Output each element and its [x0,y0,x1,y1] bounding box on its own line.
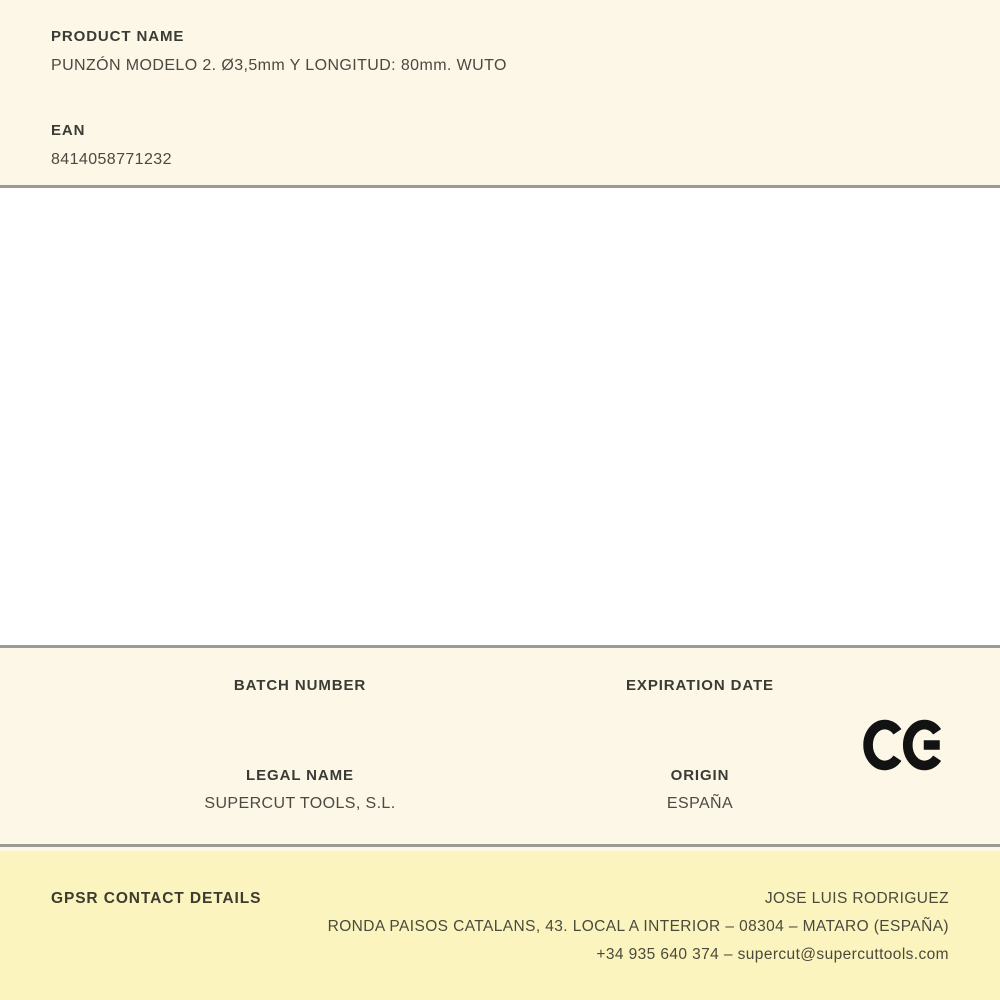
product-info-section [0,648,1000,844]
batch-number-label: BATCH NUMBER [233,677,367,694]
expiration-date-label: EXPIRATION DATE [626,677,774,694]
ean-label: EAN [51,122,86,139]
batch-number-field [100,676,500,738]
contact-person: JOSE LUIS RODRIGUEZ [764,890,949,907]
expiration-date-field [500,676,900,738]
legal-name-label: LEGAL NAME [246,767,354,784]
legal-name-field [100,766,500,813]
origin-value: ESPAÑA [666,795,734,812]
gpsr-contact-block [261,885,949,969]
product-header-section [0,0,1000,185]
origin-field [500,766,900,813]
ean-value: 8414058771232 [51,151,172,168]
ce-mark-icon [860,713,944,777]
origin-label: ORIGIN [670,767,730,784]
legal-name-value: SUPERCUT TOOLS, S.L. [204,795,396,812]
product-name-field [51,27,949,75]
product-name-label: PRODUCT NAME [51,28,185,45]
contact-phone-email: +34 935 640 374 – supercut@supercuttools.com [596,946,949,963]
product-name-value: PUNZÓN MODELO 2. Ø3,5mm Y LONGITUD: 80mm. WUTO [51,57,507,74]
product-image-placeholder [0,188,1000,645]
contact-address: RONDA PAISOS CATALANS, 43. LOCAL A INTERIOR – 08304 – MATARO (ESPAÑA) [327,918,949,935]
ean-field [51,121,949,169]
gpsr-contact-section [0,851,1000,1000]
gpsr-contact-label: GPSR CONTACT DETAILS [51,890,262,907]
